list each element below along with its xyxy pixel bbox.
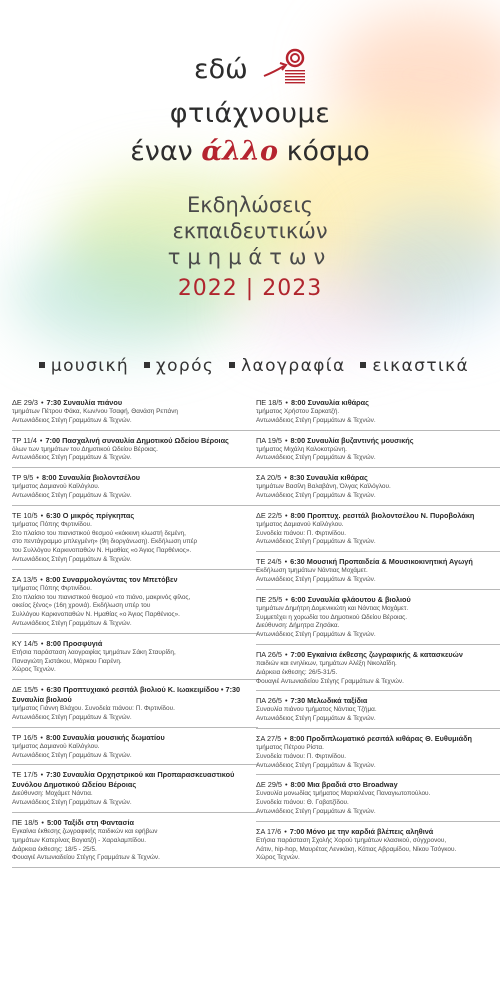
event-entry	[256, 696, 500, 729]
event-detail-line: Χώρος Τεχνών.	[12, 666, 56, 674]
separator-dot-icon: •	[36, 473, 39, 483]
event-heading	[256, 650, 500, 660]
event-heading	[256, 557, 500, 567]
event-detail-line: Αντωνιάδειος Στέγη Γραμμάτων & Τεχνών.	[256, 454, 376, 462]
separator-dot-icon: •	[284, 649, 288, 659]
bullet-square-icon	[39, 362, 45, 368]
separator-dot-icon: •	[284, 557, 288, 567]
logo-emblem-icon	[262, 46, 306, 90]
event-detail-line: τμημάτων Βασίλη Βαλαβάνη, Όλγας Καϊλόγλου.	[256, 483, 391, 491]
event-time: 7:30	[46, 770, 61, 780]
separator-dot-icon: •	[284, 826, 287, 836]
tagline-post: κόσμο	[277, 136, 370, 167]
event-title: Μουσική Προπαιδεία & Μουσικοκινητική Αγωγή	[306, 557, 473, 567]
event-time: 8:00	[46, 638, 62, 648]
event-title: Προδιπλωματικό ρεσιτάλ κιθάρας Θ. Ευθυμιάδη	[306, 733, 472, 743]
event-detail-line: Διάρκεια έκθεσης: 26/5-31/5.	[256, 668, 338, 676]
event-detail-line: τμημάτων Κατερίνας Βογιατζή - Χαραλαμπίδου.	[12, 836, 147, 844]
separator-dot-icon: •	[284, 733, 287, 743]
event-detail-line: Διεύθυνση: Μοχάμετ Νάντια.	[12, 790, 93, 798]
event-detail-line: τμημάτων Δημήτρη Δομενικιώτη και Νάντιας Μοχάμετ.	[256, 604, 409, 612]
separator-dot-icon: •	[40, 574, 43, 584]
event-time: 6:00	[290, 594, 306, 604]
event-detail-line: Φουαγιέ Αντωνιαδείου Στέγης Γραμμάτων & Τεχνών.	[12, 854, 160, 862]
event-entry	[12, 511, 258, 570]
event-detail-line: Εκδήλωση τμημάτων Νάντιας Μοχάμετ.	[256, 567, 368, 575]
event-detail-line: Διεύθυνση: Δήμητρα Ζησάκα.	[256, 622, 340, 630]
event-entry	[12, 473, 258, 506]
event-detail-line: τμήματος Δαμιανού Καϊλόγλου.	[12, 483, 100, 491]
event-title: Συναυλία μουσικής δωματίου	[62, 732, 165, 742]
event-title: Συναυλία Ορχηστρικού και Προπαρασκευαστικού Συνόλου Δημοτικού Ωδείου Βέροιας	[12, 770, 235, 790]
event-detail-line: Αντωνιάδειος Στέγη Γραμμάτων & Τεχνών.	[256, 491, 376, 499]
event-entry	[256, 436, 500, 469]
event-detail-line: Διάρκεια έκθεσης: 18/5 - 25/5.	[12, 845, 97, 853]
event-entry	[12, 770, 258, 813]
event-time: 5:00	[46, 817, 62, 827]
event-date: ΠΕ 18/5	[12, 817, 39, 827]
separator-dot-icon: •	[285, 594, 288, 604]
event-detail-line: Φουαγιέ Αντωνιαδείου Στέγης Γραμμάτων & Τεχνών.	[256, 677, 404, 685]
event-time: 7:30	[290, 696, 306, 706]
event-title: Συναυλία κιθάρας	[307, 398, 369, 407]
event-detail-line: Συνοδεία πιάνου: Π. Φιρτινίδου.	[256, 529, 346, 537]
separator-dot-icon: •	[40, 770, 44, 780]
separator-dot-icon: •	[284, 696, 288, 706]
event-detail-line: Συλλόγου Καρκινοπαθών Ν. Ημαθίας «ο Άγιος Παρθένιος».	[12, 611, 180, 619]
event-date: ΠΑ 26/5	[256, 696, 282, 706]
event-detail-line: τμήματος Πέτρου Ρίστα.	[256, 743, 324, 751]
event-detail-line: τμημάτων Πέτρου Φάκα, Κων/νου Τσαφή, Θανάση Ρεπάνη	[12, 408, 178, 415]
event-time: 7:30	[46, 398, 62, 407]
event-date: ΤΕ 17/5	[12, 770, 38, 780]
event-title: Προπτυχ. ρεσιτάλ βιολοντσέλου Ν. Πυροβολάκη	[307, 510, 475, 520]
event-date: ΣΑ 17/6	[256, 826, 282, 836]
event-detail-line: Αντωνιάδειος Στέγη Γραμμάτων & Τεχνών.	[256, 631, 376, 639]
event-time: 8:00	[289, 733, 305, 743]
event-entry	[12, 733, 258, 766]
event-detail-line: όλων των τμημάτων του Δημοτικού Ωδείου Βέροιας.	[12, 445, 158, 453]
event-title: Μια βραδιά στο Broadway	[307, 780, 398, 790]
event-detail-line: Λάτιν, hip-hop, Μαυρέτας Λενικάκη, Κάτιας Αβραμίδου, Νίκου Τσόγκου.	[256, 845, 457, 853]
category-music: μουσική	[50, 356, 130, 376]
event-detail-line: Αντωνιάδειος Στέγη Γραμμάτων & Τεχνών.	[256, 575, 376, 583]
event-detail-line: Ετήσια παράσταση Σχολής Χορού τμημάτων κλασικού, σύγχρονου,	[256, 836, 447, 844]
separator-dot-icon: •	[40, 510, 44, 520]
event-time: 8:00	[290, 510, 306, 520]
event-detail-line: Αντωνιάδειος Στέγη Γραμμάτων & Τεχνών.	[256, 715, 376, 723]
event-time: 6:30	[46, 685, 62, 695]
event-detail-line: Ετήσια παράσταση λαογραφίας τμημάτων Σάκη Σταυρίδη,	[12, 648, 176, 656]
bullet-square-icon	[144, 362, 150, 368]
event-detail-line: τμήματος Πόπης Φιρτινίδου.	[12, 520, 92, 528]
event-time: 8:00	[45, 732, 61, 742]
event-time: 8:30	[289, 473, 305, 483]
event-detail-line: Συμμετέχει η χορωδία του Δημοτικού Ωδείου Βέροιας.	[256, 613, 408, 621]
event-detail-line: Αντωνιάδειος Στέγη Γραμμάτων & Τεχνών.	[256, 538, 376, 546]
event-title: Προσφυγιά	[63, 638, 103, 648]
event-time: 8:00	[290, 398, 306, 407]
tagline-line-2	[0, 136, 500, 167]
title-line-3: τμημάτων	[167, 245, 333, 269]
category-dance: χορός	[155, 356, 215, 376]
event-detail-line: Αντωνιάδειος Στέγη Γραμμάτων & Τεχνών.	[12, 713, 132, 721]
event-detail-line: τμήματος Δαμιανού Καϊλόγλου.	[256, 520, 344, 528]
event-detail-line: Αντωνιάδειος Στέγη Γραμμάτων & Τεχνών.	[12, 799, 132, 807]
event-title: Συναυλία βιολοντσέλου	[58, 473, 141, 483]
event-time: 6:30	[46, 510, 61, 520]
event-heading	[256, 734, 500, 744]
event-title: Συναυλία φλάουτου & βιολιού	[307, 594, 411, 604]
event-title: Συναυλία πιάνου	[63, 398, 123, 407]
separator-dot-icon: •	[284, 780, 288, 790]
event-entry	[256, 595, 500, 645]
event-heading	[256, 398, 500, 408]
event-heading	[12, 733, 258, 743]
logo-word: εδώ	[194, 54, 248, 85]
event-detail-line: Χώρος Τεχνών.	[256, 854, 300, 862]
event-date: ΔΕ 22/5	[256, 510, 282, 520]
event-detail-line: Αντωνιάδειος Στέγη Γραμμάτων & Τεχνών.	[12, 555, 132, 563]
poster-header	[0, 0, 500, 376]
event-date: ΣΑ 13/5	[12, 574, 38, 584]
event-detail-line: Συναυλία μονωδίας τμήματος Μαριαλένας Παναγιωτοπούλου.	[256, 790, 431, 798]
event-heading	[12, 511, 258, 521]
event-heading	[12, 770, 258, 790]
bullet-square-icon	[229, 362, 235, 368]
event-time: 8:00	[45, 574, 61, 584]
separator-dot-icon: •	[40, 685, 44, 695]
event-date: ΤΡ 16/5	[12, 732, 38, 742]
event-date: ΤΕ 10/5	[12, 510, 38, 520]
event-title: Συναρμολογώντας τον Μπετόβεν	[62, 574, 178, 584]
event-detail-line: Παναγιώτη Σιστάκου, Μάρκου Γιαρένη.	[12, 657, 122, 665]
event-detail-line: Αντωνιάδειος Στέγη Γραμμάτων & Τεχνών.	[12, 619, 132, 627]
event-detail-line: Συναυλία πιάνου τμήματος Νάντιας Τζήμα.	[256, 706, 377, 714]
event-title: Μόνο με την καρδιά βλέπεις αληθινά	[306, 826, 434, 836]
event-time: 6:30	[290, 557, 305, 567]
event-date: ΤΕ 24/5	[256, 557, 282, 567]
event-heading	[256, 473, 500, 483]
event-title: Ο μικρός πρίγκηπας	[62, 510, 135, 520]
event-detail-line: Στο πλαίσιο του πιανιστικού θεσμού «το πιάνο, μακρινός φίλος,	[12, 593, 191, 601]
event-detail-line: Συνοδεία πιάνου: Θ. Γοβατζίδου.	[256, 799, 349, 807]
event-detail-line: παιδιών και ενηλίκων, τμημάτων Αλέξη Νικολαΐδη.	[256, 659, 397, 667]
events-right-column	[256, 398, 500, 873]
separator-dot-icon: •	[284, 473, 287, 483]
event-detail-line: τμήματος Δαμιανού Καϊλόγλου.	[12, 742, 100, 750]
event-detail-line: Αντωνιάδειος Στέγη Γραμμάτων & Τεχνών.	[256, 761, 376, 769]
event-entry	[256, 398, 500, 431]
event-detail-line: Αντωνιάδειος Στέγη Γραμμάτων & Τεχνών.	[256, 807, 376, 815]
event-title: Προπτυχιακό ρεσιτάλ βιολιού Κ. Ιωακειμίδου • 7:30 Συναυλία βιολιού	[12, 685, 241, 705]
event-heading	[12, 639, 258, 649]
event-title: Συναυλία βυζαντινής μουσικής	[307, 435, 414, 445]
event-detail-line: τμήματος Γιάννη Βλάχου. Συνοδεία πιάνου: Π. Φιρτινίδου.	[12, 705, 175, 713]
event-heading	[256, 436, 500, 446]
event-entry	[12, 639, 258, 680]
event-time: 8:00	[290, 435, 306, 445]
event-date: ΔΕ 15/5	[12, 685, 38, 695]
separator-dot-icon: •	[40, 638, 44, 648]
event-heading	[12, 436, 258, 446]
event-time: 8:00	[290, 780, 306, 790]
event-heading	[256, 780, 500, 790]
separator-dot-icon: •	[284, 435, 288, 445]
event-entry	[256, 827, 500, 868]
events-left-column	[12, 398, 258, 873]
event-entry	[12, 685, 258, 728]
event-date: ΣΑ 27/5	[256, 733, 282, 743]
event-date: ΚΥ 14/5	[12, 638, 38, 648]
event-heading	[12, 575, 258, 585]
separator-dot-icon: •	[41, 817, 44, 827]
event-detail-line: Αντωνιάδειος Στέγη Γραμμάτων & Τεχνών.	[12, 416, 132, 424]
event-date: ΠΑ 26/5	[256, 649, 282, 659]
event-detail-line: οικείος ξένος» (16η χρονιά). Εκδήλωση υπέρ του	[12, 602, 151, 610]
title-line-2: εκπαιδευτικών	[172, 219, 328, 243]
event-title: Συναυλία κιθάρας	[306, 473, 368, 483]
event-title: Πασχαλινή συναυλία Δημοτικού Ωδείου Βέροιας	[62, 435, 229, 445]
event-title: Ταξίδι στη Φαντασία	[63, 817, 135, 827]
separator-dot-icon: •	[40, 732, 43, 742]
separator-dot-icon: •	[285, 398, 288, 407]
logo	[194, 46, 309, 96]
event-detail-line: τμήματος Χρήστου Σαρκατζή.	[256, 408, 340, 415]
separator-dot-icon: •	[39, 435, 43, 445]
event-detail-line: στο πεντάγραμμο μπλεγμένη» (9η διοργάνωση). Εκδήλωση υπέρ	[12, 538, 198, 546]
event-detail-line: Εγκαίνια έκθεσης ζωγραφικής παιδικών και εφήβων	[12, 827, 158, 835]
event-date: ΤΡ 9/5	[12, 473, 34, 483]
separator-dot-icon: •	[40, 398, 44, 407]
event-entry	[12, 398, 258, 431]
event-detail-line: Αντωνιάδειος Στέγη Γραμμάτων & Τεχνών.	[12, 454, 132, 462]
event-heading	[256, 827, 500, 837]
event-date: ΠΑ 19/5	[256, 435, 282, 445]
event-detail-line: Αντωνιάδειος Στέγη Γραμμάτων & Τεχνών.	[12, 491, 132, 499]
separator-dot-icon: •	[284, 510, 288, 520]
event-heading	[256, 696, 500, 706]
category-strip	[0, 356, 500, 376]
event-entry	[256, 473, 500, 506]
event-detail-line: Αντωνιάδειος Στέγη Γραμμάτων & Τεχνών.	[12, 751, 132, 759]
event-date: ΠΕ 18/5	[256, 398, 283, 407]
event-time: 7:00	[289, 826, 305, 836]
event-date: ΠΕ 25/5	[256, 594, 283, 604]
event-date: ΣΑ 20/5	[256, 473, 282, 483]
event-date: ΤΡ 11/4	[12, 435, 37, 445]
event-detail-line: του Συλλόγου Καρκινοπαθών Ν. Ημαθίας «ο Άγιος Παρθένιος».	[12, 547, 192, 555]
poster-title	[0, 192, 500, 270]
event-title: Εγκαίνια έκθεσης ζωγραφικής & κατασκευών	[307, 649, 463, 659]
event-detail-line: τμήματος Πόπης Φιρτινίδου.	[12, 584, 92, 592]
event-heading	[12, 685, 258, 705]
event-heading	[12, 473, 258, 483]
tagline-pre: έναν	[130, 136, 202, 167]
event-detail-line: Στο πλαίσιο του πιανιστικού θεσμού «κόκκινη κλωστή δεμένη,	[12, 529, 186, 537]
event-entry	[256, 650, 500, 691]
event-heading	[256, 511, 500, 521]
event-time: 8:00	[41, 473, 57, 483]
event-entry	[256, 734, 500, 775]
event-entry	[12, 575, 258, 634]
event-detail-line: Αντωνιάδειος Στέγη Γραμμάτων & Τεχνών.	[256, 416, 376, 424]
category-folklore: λαογραφία	[241, 356, 346, 376]
event-heading	[12, 818, 258, 828]
tagline-highlight: άλλο	[201, 136, 278, 167]
tagline-line-1: φτιάχνουμε	[169, 98, 331, 129]
event-time: 7:00	[290, 649, 306, 659]
title-line-1: Εκδηλώσεις	[187, 193, 313, 217]
event-entry	[256, 511, 500, 552]
event-entry	[12, 436, 258, 469]
event-entry	[256, 557, 500, 590]
event-heading	[256, 595, 500, 605]
bullet-square-icon	[360, 362, 366, 368]
event-time: 7:00	[45, 435, 61, 445]
category-visual-arts: εικαστικά	[372, 356, 470, 376]
event-date: ΔΕ 29/3	[12, 398, 38, 407]
event-title: Μελωδικά ταξίδια	[307, 696, 368, 706]
event-detail-line: τμήματος Μιχάλη Καλοκοτρώνη.	[256, 445, 347, 453]
years: 2022 | 2023	[177, 276, 323, 301]
event-entry	[256, 780, 500, 821]
event-detail-line: Συνοδεία πιάνου: Π. Φιρτινίδου.	[256, 752, 346, 760]
event-heading	[12, 398, 258, 408]
event-entry	[12, 818, 258, 868]
event-date: ΔΕ 29/5	[256, 780, 282, 790]
